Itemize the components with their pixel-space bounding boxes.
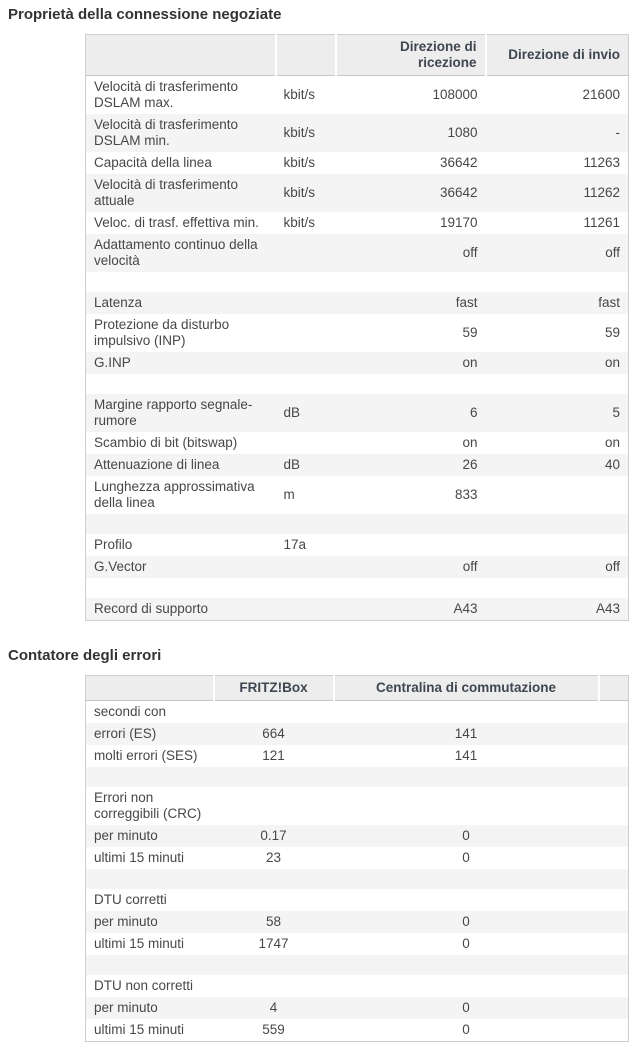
spacer-row [86,578,629,598]
row-pad-cell [599,997,629,1019]
row-unit: dB [283,457,301,472]
row-unit [276,374,336,394]
row-exchange-value: 0 [462,914,470,929]
row-unit: kbit/s [283,215,316,230]
row-receive-value: 108000 [432,87,478,102]
row-label: Latenza [94,295,143,310]
header-send-direction: Direzione di invio [486,35,629,76]
row-exchange-value: 141 [454,748,478,763]
table-row [86,701,629,724]
row-send-value: 11263 [583,155,620,170]
row-label: Velocità di trasferimento DSLAM max. [94,79,239,110]
row-unit: kbit/s [283,185,316,200]
row-send-value: 11261 [583,215,620,230]
row-receive-value: 59 [462,325,478,340]
row-pad-cell [599,767,629,787]
row-exchange-value [334,889,599,911]
row-label: Attenuazione di linea [94,457,220,472]
row-receive-value: off [462,559,478,574]
row-send-value [486,272,629,292]
row-exchange-value: 0 [462,1022,470,1037]
row-send-value [486,374,629,394]
row-label: Margine rapporto segnale-rumore [94,397,253,428]
row-label: Capacità della linea [94,155,212,170]
table-row [86,723,629,745]
spacer-row [86,767,629,787]
row-exchange-value: 0 [462,936,470,951]
row-fritzbox-value [214,889,334,911]
row-receive-value: 1080 [447,125,478,140]
row-pad-cell [599,745,629,767]
row-send-value [486,514,629,534]
row-send-value: A43 [595,601,620,616]
row-send-value: fast [598,295,620,310]
row-label [86,955,214,975]
row-receive-value [336,374,486,394]
row-label [86,374,276,394]
row-fritzbox-value: 58 [265,914,282,929]
spacer-row [86,869,629,889]
table-row [86,1019,629,1042]
row-label: Protezione da disturbo impulsivo (INP) [94,317,230,348]
row-fritzbox-value [214,975,334,997]
table-row [86,598,629,621]
row-unit [276,292,336,314]
row-label: Velocità di trasferimento attuale [94,177,239,208]
row-label: Lunghezza approssimativa della linea [94,479,255,510]
table-row [86,745,629,767]
spacer-row [86,514,629,534]
row-receive-value: fast [455,295,478,310]
row-send-value [486,534,629,556]
table-row [86,889,629,911]
row-label: G.Vector [94,559,147,574]
row-label: Record di supporto [94,601,209,616]
table-row [86,911,629,933]
row-send-value: on [604,435,620,450]
row-fritzbox-value: 1747 [258,936,289,951]
row-pad-cell [599,825,629,847]
header-label-cell [86,35,276,76]
table-row [86,174,629,212]
row-unit: 17a [283,537,307,552]
table-row [86,114,629,152]
negotiated-properties-table [85,34,629,621]
row-label: Veloc. di trasf. effettiva min. [94,215,259,230]
row-label: Scambio di bit (bitswap) [94,435,238,450]
row-label: per minuto [94,1000,158,1015]
row-unit [276,272,336,292]
row-label [86,869,214,889]
row-pad-cell [599,869,629,889]
row-label [86,578,276,598]
row-receive-value [336,534,486,556]
row-pad-cell [599,911,629,933]
row-receive-value [336,272,486,292]
error-counter-title: Contatore degli errori [8,647,162,664]
row-label [86,514,276,534]
row-exchange-value: 0 [462,828,470,843]
row-send-value [486,578,629,598]
row-fritzbox-value [214,869,334,889]
row-unit [276,314,336,352]
row-exchange-value [334,787,599,825]
row-pad-cell [599,955,629,975]
header-receive-direction: Direzione di ricezione [336,35,486,76]
row-label: ultimi 15 minuti [94,850,185,865]
row-exchange-value [334,701,599,724]
row-receive-value: 36642 [439,185,478,200]
row-pad-cell [599,1019,629,1042]
row-unit [276,578,336,598]
header-unit-cell [276,35,336,76]
row-receive-value: 36642 [439,155,478,170]
error-counter-table [85,675,629,1042]
row-label: molti errori (SES) [94,748,198,763]
row-fritzbox-value [214,787,334,825]
header-exchange: Centralina di commutazione [334,676,599,701]
row-label: per minuto [94,914,158,929]
row-receive-value: on [462,355,478,370]
table-row [86,76,629,115]
row-unit: kbit/s [283,125,316,140]
row-receive-value: A43 [453,601,478,616]
row-fritzbox-value [214,701,334,724]
table-row [86,314,629,352]
table-row [86,787,629,825]
row-unit [276,514,336,534]
row-label: DTU corretti [94,892,167,907]
table-header-row [86,676,629,701]
row-label: Adattamento continuo della velocità [94,237,258,268]
row-unit [276,234,336,272]
row-send-value: 5 [612,405,620,420]
row-label: G.INP [94,355,131,370]
row-receive-value: off [462,245,478,260]
table-row [86,394,629,432]
table-row [86,534,629,556]
row-label: ultimi 15 minuti [94,1022,185,1037]
row-send-value: off [605,559,620,574]
row-exchange-value [334,767,599,787]
table-row [86,352,629,374]
row-fritzbox-value [214,767,334,787]
row-fritzbox-value: 559 [262,1022,285,1037]
row-pad-cell [599,701,629,724]
row-send-value: 21600 [582,87,620,102]
row-pad-cell [599,847,629,869]
table-row [86,432,629,454]
row-receive-value [336,578,486,598]
row-unit [276,598,336,621]
table-row [86,825,629,847]
row-unit: m [283,487,295,502]
row-label: secondi con [94,704,167,719]
row-label: Errori non correggibili (CRC) [94,790,202,821]
row-fritzbox-value: 0.17 [260,828,287,843]
row-receive-value: 26 [462,457,478,472]
negotiated-properties-title: Proprietà della connessione negoziate [8,6,282,23]
row-pad-cell [599,889,629,911]
row-exchange-value: 0 [462,850,470,865]
row-exchange-value [334,955,599,975]
row-pad-cell [599,975,629,997]
row-send-value: on [604,355,620,370]
row-fritzbox-value [214,955,334,975]
spacer-row [86,374,629,394]
row-exchange-value [334,975,599,997]
row-pad-cell [599,723,629,745]
row-label [86,767,214,787]
spacer-row [86,955,629,975]
row-exchange-value [334,869,599,889]
row-send-value [486,476,629,514]
table-row [86,997,629,1019]
row-receive-value: 19170 [439,215,478,230]
table-row [86,476,629,514]
row-pad-cell [599,933,629,955]
row-unit [276,432,336,454]
row-fritzbox-value: 664 [262,726,285,741]
row-label: errori (ES) [94,726,157,741]
row-label: Profilo [94,537,133,552]
row-fritzbox-value: 121 [262,748,285,763]
row-unit [276,556,336,578]
row-send-value: - [615,125,620,140]
table-row [86,212,629,234]
row-pad-cell [599,787,629,825]
row-fritzbox-value: 23 [265,850,282,865]
row-send-value: off [605,245,620,260]
table-row [86,556,629,578]
row-send-value: 59 [604,325,620,340]
row-unit: kbit/s [283,87,316,102]
table-row [86,152,629,174]
row-receive-value: 6 [469,405,478,420]
row-label: ultimi 15 minuti [94,936,185,951]
table-header-row [86,35,629,76]
row-fritzbox-value: 4 [269,1000,278,1015]
row-receive-value: on [462,435,478,450]
header-label-cell [86,676,214,701]
row-send-value: 40 [604,457,620,472]
spacer-row [86,272,629,292]
header-pad-cell [599,676,629,701]
table-row [86,933,629,955]
row-unit: dB [283,405,301,420]
header-fritzbox: FRITZ!Box [214,676,334,701]
table-row [86,975,629,997]
table-row [86,234,629,272]
row-label: per minuto [94,828,158,843]
row-send-value: 11262 [583,185,620,200]
row-exchange-value: 141 [454,726,478,741]
row-label: Velocità di trasferimento DSLAM min. [94,117,239,148]
row-label: DTU non corretti [94,978,194,993]
row-receive-value [336,514,486,534]
table-row [86,454,629,476]
table-row [86,847,629,869]
row-exchange-value: 0 [462,1000,470,1015]
row-unit: kbit/s [283,155,316,170]
row-label [86,272,276,292]
row-receive-value: 833 [454,487,478,502]
row-unit [276,352,336,374]
table-row [86,292,629,314]
